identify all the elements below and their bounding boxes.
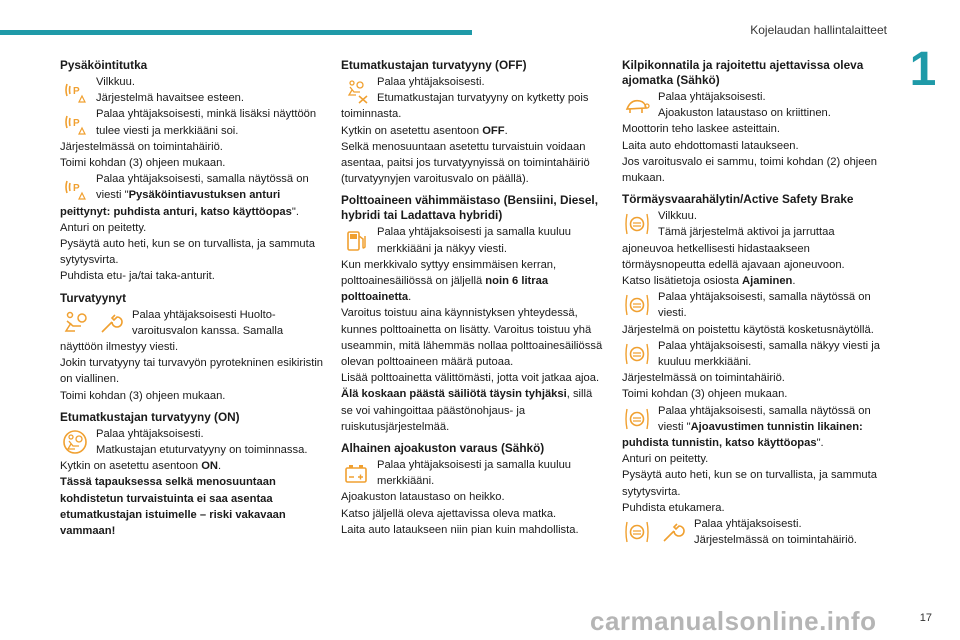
text: .	[217, 460, 222, 473]
column-middle	[341, 58, 603, 544]
text: Toimi kohdan (3) ohjeen mukaan.	[60, 389, 226, 402]
text: Järjestelmässä on toimintahäiriö.	[60, 140, 223, 153]
text: Palaa yhtäjaksoisesti Huolto-varoitusvalon kanssa. Samalla näyttöön ilmestyy viesti.	[60, 308, 284, 354]
text: .	[792, 275, 796, 288]
text: ".	[291, 205, 299, 218]
text: Palaa yhtäjaksoisesti, samalla näkyy viesti ja kuuluu merkkiääni.	[658, 339, 880, 369]
text: Jokin turvatyyny tai turvavyön pyrotekninen esikiristin on viallinen.	[60, 357, 324, 386]
text: Vilkkuu.	[96, 76, 135, 88]
chapter-number: 1	[909, 43, 937, 96]
text: OFF	[482, 124, 505, 137]
text: Toimi kohdan (3) ohjeen mukaan.	[622, 388, 788, 401]
collision-alert-icon-2	[622, 517, 652, 547]
parking-sensor-covered-icon	[60, 172, 90, 202]
text: Matkustajan etuturvatyyny on toiminnassa.	[96, 444, 308, 457]
traction-battery-icon	[341, 458, 371, 488]
text: Järjestelmä on poistettu käytöstä kosketusnäytöllä.	[622, 323, 874, 336]
text: Ajoakuston lataustaso on kriittinen.	[658, 107, 831, 120]
text: Anturi on peitetty.	[622, 453, 709, 466]
text: Katso lisätietoja osiosta	[622, 275, 743, 288]
text: Varoitus toistuu aina käynnistyksen yhteydessä, kunnes polttoainetta on lisätty. Varoitus toistuu yhä useammin, mitä lähemmäs nollaa polttoainesäiliössä olevan polttoaineen määrä putoaa.	[341, 307, 603, 369]
text: Palaa yhtäjaksoisesti, minkä lisäksi näyttöön tulee viesti ja merkkiääni soi.	[96, 108, 317, 137]
section-title-passenger-airbag-off: Etumatkustajan turvatyyny (OFF)	[341, 58, 527, 72]
text: Järjestelmässä on toimintahäiriö.	[694, 534, 857, 547]
warning-text: Älä koskaan päästä säiliötä täysin tyhjäksi	[341, 388, 567, 401]
page-number: 17	[919, 612, 932, 624]
column-left	[60, 58, 328, 545]
text: .	[504, 124, 508, 137]
text: ON	[201, 460, 218, 473]
collision-alert-fault-icon	[622, 339, 652, 369]
text: ".	[816, 437, 824, 450]
text: Palaa yhtäjaksoisesti.	[658, 91, 766, 103]
text: Palaa yhtäjaksoisesti, samalla näytössä on viesti "	[96, 173, 309, 202]
column-right	[622, 58, 884, 554]
collision-alert-icon	[622, 209, 652, 239]
section-title-turtle-mode: Kilpikonnatila ja rajoitettu ajettavissa oleva ajomatka (Sähkö)	[622, 58, 864, 87]
text: Palaa yhtäjaksoisesti.	[96, 427, 204, 440]
text: Katso jäljellä oleva ajettavissa oleva matka.	[341, 507, 557, 520]
text: Palaa yhtäjaksoisesti ja samalla kuuluu merkkiääni ja näkyy viesti.	[377, 226, 572, 255]
section-title-passenger-airbag-on: Etumatkustajan turvatyyny (ON)	[60, 409, 240, 424]
text: Järjestelmä havaitsee esteen.	[96, 92, 245, 105]
text: Järjestelmässä on toimintahäiriö.	[622, 372, 785, 385]
text: Pysäytä auto heti, kun se on turvallista, ja sammuta sytytysvirta.	[60, 238, 315, 267]
text: Ajoakuston lataustaso on heikko.	[341, 491, 505, 504]
text: Toimi kohdan (3) ohjeen mukaan.	[60, 157, 226, 170]
service-wrench-icon	[96, 308, 126, 338]
text: Vilkkuu.	[658, 210, 697, 223]
text: Pysäytä auto heti, kun se on turvallista, ja sammuta sytytysvirta.	[622, 469, 877, 498]
section-title-low-battery: Alhainen ajoakuston varaus (Sähkö)	[341, 441, 545, 456]
text: Laita auto lataukseen niin pian kuin mahdollista.	[341, 523, 579, 536]
text: Lisää polttoainetta välittömästi, jotta voit jatkaa ajoa.	[341, 372, 600, 385]
text: Kytkin on asetettu asentoon	[341, 124, 483, 137]
text: Puhdista etukamera.	[622, 501, 725, 514]
text: Palaa yhtäjaksoisesti.	[377, 76, 485, 88]
parking-sensor-fault-icon	[60, 107, 90, 137]
section-title-collision-alert: Törmäysvaarahälytin/Active Safety Brake	[622, 192, 854, 207]
text: Moottorin teho laskee asteittain.	[622, 123, 780, 136]
message-text: Pysäköintiavustuksen anturi peittynyt: puhdista anturi, katso käyttöopas	[60, 189, 292, 218]
svg-text:P: P	[73, 118, 80, 130]
turtle-icon	[622, 90, 652, 120]
text: Jos varoitusvalo ei sammu, toimi kohdan (2) ohjeen mukaan.	[622, 155, 877, 185]
airbag-icon	[60, 308, 90, 338]
svg-text:P: P	[73, 86, 80, 97]
text: Palaa yhtäjaksoisesti.	[694, 518, 802, 531]
section-title-parking-sensor: Pysäköintitutka	[60, 58, 148, 72]
text: Ajaminen	[742, 275, 793, 288]
text: Palaa yhtäjaksoisesti, samalla näytössä on viesti.	[658, 291, 871, 320]
text: Kun merkkivalo syttyy ensimmäisen kerran, polttoainesäiliössä on jäljellä	[341, 258, 557, 288]
collision-alert-disabled-icon	[622, 290, 652, 320]
text: Etumatkustajan turvatyyny on kytketty pois toiminnasta.	[341, 92, 589, 121]
text: Tämä järjestelmä aktivoi ja jarruttaa ajoneuvoa hetkellisesti hidastaakseen törmäysnopeutta edellä ajavaan ajoneuvoon.	[622, 226, 845, 271]
text: Palaa yhtäjaksoisesti, samalla näytössä on viesti "	[658, 404, 871, 433]
text: .	[408, 291, 412, 304]
message-text: Ajoavustimen tunnistin likainen: puhdista tunnistin, katso käyttöopas	[622, 420, 863, 450]
text: Puhdista etu- ja/tai taka-anturit.	[60, 270, 215, 283]
header-accent-bar	[0, 30, 472, 35]
warning-text: Tässä tapauksessa selkä menosuuntaan kohdistetun turvaistuinta ei saa asentaa etumatkustajan istuimelle – riski vakavaan vammaan!	[60, 476, 286, 538]
chapter-title: Kojelaudan hallintalaitteet	[750, 23, 887, 37]
fuel-pump-icon	[341, 225, 371, 255]
text: Kytkin on asetettu asentoon	[60, 460, 202, 473]
text: noin 6 litraa polttoainetta	[341, 275, 549, 304]
section-title-airbags: Turvatyynyt	[60, 290, 126, 305]
text: Anturi on peitetty.	[60, 221, 147, 234]
text: , sillä se voi vahingoittaa päästönohjaus- ja ruiskutusjärjestelmää.	[341, 388, 593, 433]
text: Selkä menosuuntaan asetettu turvaistuin voidaan asentaa, paitsi jos turvatyynyissä on toimintahäiriö (turvatyynyjen varoitusvalo on päällä).	[341, 140, 590, 186]
parking-sensor-icon	[60, 75, 90, 105]
watermark: carmanualsonline.info	[590, 606, 877, 636]
service-wrench-icon-2	[658, 517, 688, 547]
text: Laita auto ehdottomasti lataukseen.	[622, 139, 799, 152]
section-title-low-fuel: Polttoaineen vähimmäistaso (Bensiini, Diesel, hybridi tai Ladattava hybridi)	[341, 193, 598, 223]
passenger-airbag-off-icon	[341, 75, 371, 105]
text: Palaa yhtäjaksoisesti ja samalla kuuluu merkkiääni.	[377, 459, 572, 488]
collision-sensor-dirty-icon	[622, 404, 652, 434]
svg-text:P: P	[73, 183, 80, 195]
passenger-airbag-on-icon	[60, 427, 90, 457]
